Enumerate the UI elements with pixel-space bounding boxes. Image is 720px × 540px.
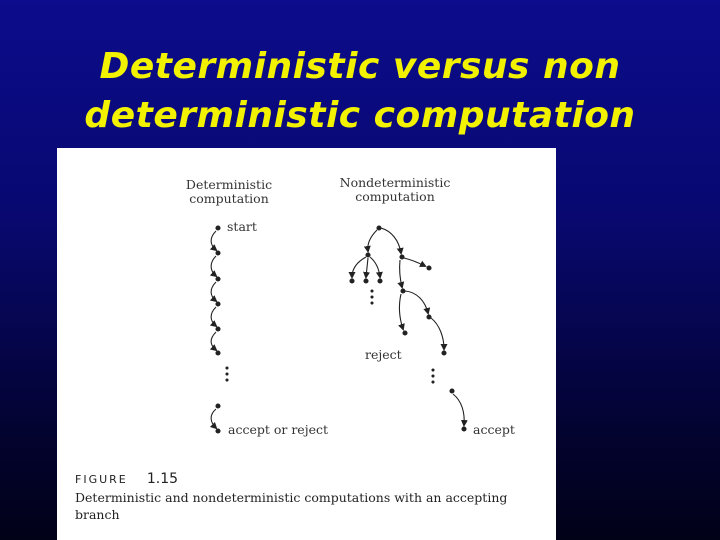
deterministic-heading-line-1: Deterministic: [185, 177, 273, 192]
nd-ellipsis-left: [371, 290, 373, 292]
nd-ellipsis-right: [432, 369, 434, 371]
accept-or-reject-label: accept or reject: [228, 422, 328, 437]
figure-panel: [57, 148, 556, 540]
caption-number: 1.15: [146, 471, 179, 487]
nondeterministic-heading-line-2: computation: [355, 189, 435, 204]
caption-label: FIGURE: [75, 473, 128, 486]
nondeterministic-tree: [350, 226, 466, 431]
nondeterministic-heading-line-1: Nondeterministic: [339, 175, 451, 190]
title-line-2: deterministic computation: [84, 95, 636, 136]
deterministic-heading-line-2: computation: [189, 191, 269, 206]
reject-label: reject: [365, 347, 402, 362]
caption-text: Deterministic and nondeterministic computations with an accepting branch: [75, 490, 508, 522]
accept-label: accept: [473, 422, 515, 437]
det-final-node: [216, 429, 220, 433]
det-ellipsis: [226, 367, 228, 369]
start-label: start: [227, 219, 257, 234]
deterministic-chain: [211, 226, 228, 433]
det-start-node: [216, 226, 220, 230]
nd-root-node: [377, 226, 381, 230]
figure-caption: [75, 468, 553, 523]
nd-reject-node: [403, 331, 407, 335]
nd-accept-node: [462, 427, 466, 431]
slide-title: [0, 42, 720, 140]
title-line-1: Deterministic versus non: [99, 46, 621, 87]
